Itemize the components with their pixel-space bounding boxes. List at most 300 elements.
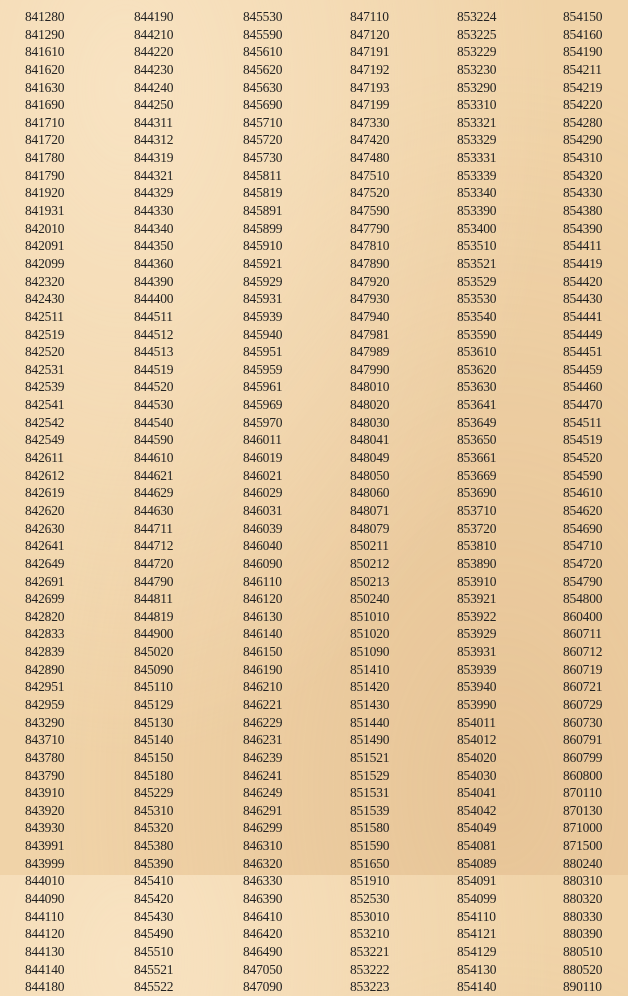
- code-cell: 851020: [350, 626, 390, 642]
- code-cell: 848041: [350, 432, 390, 448]
- code-cell: 845510: [134, 943, 174, 959]
- code-cell: 871000: [563, 820, 603, 836]
- code-cell: 844520: [134, 379, 174, 395]
- code-cell: 845521: [134, 961, 174, 977]
- code-cell: 847191: [350, 44, 390, 60]
- code-cell: 842091: [25, 238, 65, 254]
- code-cell: 854720: [563, 555, 603, 571]
- code-cell: 846031: [243, 502, 283, 518]
- code-cell: 841630: [25, 79, 65, 95]
- code-cell: 845180: [134, 767, 174, 783]
- code-cell: 841931: [25, 203, 65, 219]
- code-cell: 853540: [457, 308, 497, 324]
- code-cell: 854380: [563, 203, 603, 219]
- code-cell: 846019: [243, 450, 283, 466]
- code-cell: 853310: [457, 97, 497, 113]
- code-cell: 854310: [563, 150, 603, 166]
- code-cell: 844230: [134, 61, 174, 77]
- code-cell: 845630: [243, 79, 283, 95]
- code-cell: 854030: [457, 767, 497, 783]
- code-cell: 853929: [457, 626, 497, 642]
- code-cell: 846299: [243, 820, 283, 836]
- code-cell: 854590: [563, 467, 603, 483]
- code-cell: 845410: [134, 873, 174, 889]
- code-cell: 853329: [457, 132, 497, 148]
- code-cell: 845310: [134, 802, 174, 818]
- code-cell: 845590: [243, 26, 283, 42]
- code-cell: 854130: [457, 961, 497, 977]
- code-cell: 844819: [134, 608, 174, 624]
- code-cell: 844120: [25, 926, 65, 942]
- code-cell: 854320: [563, 167, 603, 183]
- code-cell: 842430: [25, 291, 65, 307]
- code-cell: 851090: [350, 644, 390, 660]
- code-cell: 847330: [350, 114, 390, 130]
- code-cell: 841780: [25, 150, 65, 166]
- code-cell: 845951: [243, 344, 283, 360]
- code-cell: 854520: [563, 450, 603, 466]
- code-cell: 844590: [134, 432, 174, 448]
- code-cell: 853521: [457, 255, 497, 271]
- code-cell: 854460: [563, 379, 603, 395]
- code-cell: 844540: [134, 414, 174, 430]
- code-cell: 847090: [243, 979, 283, 995]
- code-cell: 845420: [134, 891, 174, 907]
- code-cell: 845530: [243, 9, 283, 24]
- code-cell: 854049: [457, 820, 497, 836]
- code-cell: 854081: [457, 838, 497, 854]
- code-cell: 845899: [243, 220, 283, 236]
- code-cell: 842539: [25, 379, 65, 395]
- code-column-6: [563, 8, 628, 996]
- code-cell: 853610: [457, 344, 497, 360]
- code-cell: 842511: [25, 308, 64, 324]
- code-cell: 845490: [134, 926, 174, 942]
- code-cell: 844190: [134, 9, 174, 24]
- code-cell: 844712: [134, 538, 174, 554]
- code-cell: 846390: [243, 891, 283, 907]
- code-cell: 844319: [134, 150, 174, 166]
- code-cell: 842620: [25, 502, 65, 518]
- code-cell: 844629: [134, 485, 174, 501]
- code-cell: 853922: [457, 608, 497, 624]
- code-cell: 844090: [25, 891, 65, 907]
- code-cell: 846420: [243, 926, 283, 942]
- code-cell: 854160: [563, 26, 603, 42]
- code-cell: 842959: [25, 696, 65, 712]
- code-cell: 853890: [457, 555, 497, 571]
- code-cell: 853010: [350, 908, 390, 924]
- code-cell: 843710: [25, 732, 65, 748]
- code-cell: 854610: [563, 485, 603, 501]
- code-cell: 851531: [350, 785, 390, 801]
- code-cell: 850213: [350, 573, 390, 589]
- code-cell: 860712: [563, 644, 603, 660]
- code-cell: 844140: [25, 961, 65, 977]
- code-cell: 842520: [25, 344, 65, 360]
- code-cell: 841790: [25, 167, 65, 183]
- code-cell: 860721: [563, 679, 603, 695]
- code-cell: 847790: [350, 220, 390, 236]
- code-cell: 848071: [350, 502, 390, 518]
- code-cell: 841280: [25, 9, 65, 24]
- code-cell: 880320: [563, 891, 603, 907]
- code-cell: 844240: [134, 79, 174, 95]
- code-cell: 854411: [563, 238, 602, 254]
- code-cell: 844530: [134, 397, 174, 413]
- code-cell: 842010: [25, 220, 65, 236]
- code-column-2: [134, 8, 234, 996]
- code-cell: 843920: [25, 802, 65, 818]
- code-cell: 854099: [457, 891, 497, 907]
- code-cell: 846029: [243, 485, 283, 501]
- code-cell: 844790: [134, 573, 174, 589]
- code-cell: 853321: [457, 114, 497, 130]
- code-cell: 845150: [134, 749, 174, 765]
- code-cell: 870110: [563, 785, 602, 801]
- code-cell: 853339: [457, 167, 497, 183]
- code-cell: 841920: [25, 185, 65, 201]
- code-cell: 854110: [457, 908, 496, 924]
- code-cell: 845620: [243, 61, 283, 77]
- code-cell: 846150: [243, 644, 283, 660]
- code-cell: 853590: [457, 326, 497, 342]
- code-cell: 848020: [350, 397, 390, 413]
- code-cell: 854150: [563, 9, 603, 24]
- code-cell: 842951: [25, 679, 65, 695]
- code-cell: 846040: [243, 538, 283, 554]
- code-cell: 844630: [134, 502, 174, 518]
- code-cell: 844621: [134, 467, 174, 483]
- code-cell: 842649: [25, 555, 65, 571]
- code-cell: 853290: [457, 79, 497, 95]
- code-cell: 853990: [457, 696, 497, 712]
- code-cell: 847420: [350, 132, 390, 148]
- code-cell: 844330: [134, 203, 174, 219]
- code-cell: 845140: [134, 732, 174, 748]
- code-cell: 853661: [457, 450, 497, 466]
- code-cell: 842619: [25, 485, 65, 501]
- code-cell: 854020: [457, 749, 497, 765]
- code-cell: 871500: [563, 838, 603, 854]
- code-cell: 853400: [457, 220, 497, 236]
- code-cell: 854790: [563, 573, 603, 589]
- code-cell: 847590: [350, 203, 390, 219]
- code-cell: 846221: [243, 696, 283, 712]
- code-cell: 842519: [25, 326, 65, 342]
- code-cell: 845522: [134, 979, 174, 995]
- code-cell: 844180: [25, 979, 65, 995]
- code-cell: 854011: [457, 714, 496, 730]
- code-cell: 845921: [243, 255, 283, 271]
- code-cell: 854042: [457, 802, 497, 818]
- code-cell: 852530: [350, 891, 390, 907]
- code-cell: 847940: [350, 308, 390, 324]
- code-cell: 853910: [457, 573, 497, 589]
- code-cell: 845811: [243, 167, 282, 183]
- code-cell: 853649: [457, 414, 497, 430]
- code-cell: 845891: [243, 203, 283, 219]
- code-cell: 845730: [243, 150, 283, 166]
- code-cell: 845430: [134, 908, 174, 924]
- code-cell: 860711: [563, 626, 602, 642]
- code-cell: 844210: [134, 26, 174, 42]
- code-cell: 847110: [350, 9, 389, 24]
- code-cell: 845720: [243, 132, 283, 148]
- code-cell: 842320: [25, 273, 65, 289]
- code-cell: 846210: [243, 679, 283, 695]
- code-cell: 851539: [350, 802, 390, 818]
- code-cell: 854620: [563, 502, 603, 518]
- code-cell: 844513: [134, 344, 174, 360]
- code-cell: 854690: [563, 520, 603, 536]
- code-cell: 841290: [25, 26, 65, 42]
- code-cell: 854129: [457, 943, 497, 959]
- code-cell: 850212: [350, 555, 390, 571]
- code-cell: 854290: [563, 132, 603, 148]
- code-cell: 842531: [25, 361, 65, 377]
- code-cell: 848030: [350, 414, 390, 430]
- code-cell: 853720: [457, 520, 497, 536]
- code-cell: 845090: [134, 661, 174, 677]
- code-cell: 860729: [563, 696, 603, 712]
- code-cell: 860730: [563, 714, 603, 730]
- code-cell: 848079: [350, 520, 390, 536]
- code-cell: 860400: [563, 608, 603, 624]
- code-cell: 847199: [350, 97, 390, 113]
- code-cell: 842641: [25, 538, 65, 554]
- code-cell: 846490: [243, 943, 283, 959]
- code-cell: 843790: [25, 767, 65, 783]
- code-cell: 842542: [25, 414, 65, 430]
- code-cell: 854190: [563, 44, 603, 60]
- code-cell: 854459: [563, 361, 603, 377]
- code-cell: 845690: [243, 97, 283, 113]
- code-cell: 844250: [134, 97, 174, 113]
- code-cell: 853222: [350, 961, 390, 977]
- code-cell: 842630: [25, 520, 65, 536]
- code-cell: 845910: [243, 238, 283, 254]
- code-cell: 846120: [243, 591, 283, 607]
- code-cell: 844312: [134, 132, 174, 148]
- code-cell: 851430: [350, 696, 390, 712]
- code-cell: 854041: [457, 785, 497, 801]
- code-cell: 854121: [457, 926, 497, 942]
- code-cell: 845970: [243, 414, 283, 430]
- code-cell: 847930: [350, 291, 390, 307]
- code-cell: 842541: [25, 397, 65, 413]
- code-cell: 853529: [457, 273, 497, 289]
- code-cell: 854330: [563, 185, 603, 201]
- code-cell: 853530: [457, 291, 497, 307]
- code-cell: 843930: [25, 820, 65, 836]
- code-cell: 844360: [134, 255, 174, 271]
- code-cell: 846231: [243, 732, 283, 748]
- code-cell: 853510: [457, 238, 497, 254]
- code-cell: 860799: [563, 749, 603, 765]
- code-cell: 847480: [350, 150, 390, 166]
- code-cell: 846090: [243, 555, 283, 571]
- code-cell: 847050: [243, 961, 283, 977]
- code-cell: 880240: [563, 855, 603, 871]
- code-cell: 853340: [457, 185, 497, 201]
- code-cell: 851529: [350, 767, 390, 783]
- code-cell: 846249: [243, 785, 283, 801]
- code-cell: 853223: [350, 979, 390, 995]
- code-cell: 854800: [563, 591, 603, 607]
- code-cell: 842549: [25, 432, 65, 448]
- code-cell: 853210: [350, 926, 390, 942]
- code-cell: 854390: [563, 220, 603, 236]
- code-cell: 844519: [134, 361, 174, 377]
- code-cell: 853390: [457, 203, 497, 219]
- code-cell: 851410: [350, 661, 390, 677]
- code-cell: 853710: [457, 502, 497, 518]
- code-cell: 854451: [563, 344, 603, 360]
- code-cell: 847192: [350, 61, 390, 77]
- code-cell: 854220: [563, 97, 603, 113]
- code-cell: 854419: [563, 255, 603, 271]
- code-column-1: [25, 8, 125, 996]
- code-cell: 853641: [457, 397, 497, 413]
- code-cell: 846320: [243, 855, 283, 871]
- code-cell: 850211: [350, 538, 389, 554]
- code-cell: 846110: [243, 573, 282, 589]
- code-cell: 853224: [457, 9, 497, 24]
- code-cell: 846140: [243, 626, 283, 642]
- code-cell: 853225: [457, 26, 497, 42]
- code-cell: 880390: [563, 926, 603, 942]
- code-cell: 844512: [134, 326, 174, 342]
- code-cell: 844329: [134, 185, 174, 201]
- code-cell: 845940: [243, 326, 283, 342]
- code-cell: 851590: [350, 838, 390, 854]
- code-cell: 845931: [243, 291, 283, 307]
- code-cell: 843780: [25, 749, 65, 765]
- code-cell: 848049: [350, 450, 390, 466]
- code-cell: 843910: [25, 785, 65, 801]
- code-cell: 845610: [243, 44, 283, 60]
- code-cell: 847890: [350, 255, 390, 271]
- code-cell: 845380: [134, 838, 174, 854]
- code-cell: 846229: [243, 714, 283, 730]
- code-cell: 853630: [457, 379, 497, 395]
- code-cell: 844311: [134, 114, 173, 130]
- code-cell: 848050: [350, 467, 390, 483]
- code-cell: 846239: [243, 749, 283, 765]
- code-cell: 853650: [457, 432, 497, 448]
- code-cell: 846021: [243, 467, 283, 483]
- code-cell: 853230: [457, 61, 497, 77]
- code-cell: 844130: [25, 943, 65, 959]
- code-cell: 870130: [563, 802, 603, 818]
- code-cell: 851420: [350, 679, 390, 695]
- code-cell: 843999: [25, 855, 65, 871]
- code-cell: 845939: [243, 308, 283, 324]
- code-cell: 851580: [350, 820, 390, 836]
- code-cell: 844900: [134, 626, 174, 642]
- code-cell: 845959: [243, 361, 283, 377]
- code-cell: 854140: [457, 979, 497, 995]
- code-cell: 880520: [563, 961, 603, 977]
- code-cell: 841720: [25, 132, 65, 148]
- code-cell: 846410: [243, 908, 283, 924]
- code-cell: 847510: [350, 167, 390, 183]
- code-cell: 844400: [134, 291, 174, 307]
- code-cell: 844110: [25, 908, 64, 924]
- code-cell: 845390: [134, 855, 174, 871]
- code-cell: 854012: [457, 732, 497, 748]
- code-cell: 854470: [563, 397, 603, 413]
- code-cell: 842839: [25, 644, 65, 660]
- code-cell: 844511: [134, 308, 173, 324]
- code-cell: 854420: [563, 273, 603, 289]
- code-cell: 851521: [350, 749, 390, 765]
- code-cell: 853331: [457, 150, 497, 166]
- code-cell: 844720: [134, 555, 174, 571]
- code-cell: 847193: [350, 79, 390, 95]
- code-cell: 845129: [134, 696, 174, 712]
- code-cell: 845020: [134, 644, 174, 660]
- code-cell: 845961: [243, 379, 283, 395]
- code-cell: 854089: [457, 855, 497, 871]
- code-cell: 842611: [25, 450, 64, 466]
- code-cell: 842699: [25, 591, 65, 607]
- code-cell: 845130: [134, 714, 174, 730]
- code-cell: 846011: [243, 432, 282, 448]
- code-cell: 851490: [350, 732, 390, 748]
- code-cell: 848060: [350, 485, 390, 501]
- code-cell: 846190: [243, 661, 283, 677]
- code-cell: 842691: [25, 573, 65, 589]
- code-cell: 854219: [563, 79, 603, 95]
- code-cell: 853669: [457, 467, 497, 483]
- code-cell: 846330: [243, 873, 283, 889]
- code-cell: 853810: [457, 538, 497, 554]
- code-cell: 844340: [134, 220, 174, 236]
- code-cell: 845710: [243, 114, 283, 130]
- code-cell: 854441: [563, 308, 603, 324]
- code-cell: 850240: [350, 591, 390, 607]
- code-cell: 853939: [457, 661, 497, 677]
- code-cell: 847990: [350, 361, 390, 377]
- code-cell: 844610: [134, 450, 174, 466]
- code-cell: 845819: [243, 185, 283, 201]
- code-cell: 880310: [563, 873, 603, 889]
- code-cell: 854091: [457, 873, 497, 889]
- code-cell: 851440: [350, 714, 390, 730]
- code-cell: 845929: [243, 273, 283, 289]
- code-cell: 844390: [134, 273, 174, 289]
- code-cell: 860800: [563, 767, 603, 783]
- code-cell: 844321: [134, 167, 174, 183]
- code-cell: 853229: [457, 44, 497, 60]
- code-cell: 880510: [563, 943, 603, 959]
- code-cell: 846241: [243, 767, 283, 783]
- code-cell: 851910: [350, 873, 390, 889]
- code-cell: 842820: [25, 608, 65, 624]
- code-cell: 860791: [563, 732, 603, 748]
- code-cell: 860719: [563, 661, 603, 677]
- code-cell: 845229: [134, 785, 174, 801]
- code-cell: 844350: [134, 238, 174, 254]
- code-column-4: [350, 8, 450, 996]
- code-cell: 841710: [25, 114, 65, 130]
- code-cell: 854211: [563, 61, 602, 77]
- code-cell: 846130: [243, 608, 283, 624]
- code-cell: 851650: [350, 855, 390, 871]
- code-cell: 841610: [25, 44, 65, 60]
